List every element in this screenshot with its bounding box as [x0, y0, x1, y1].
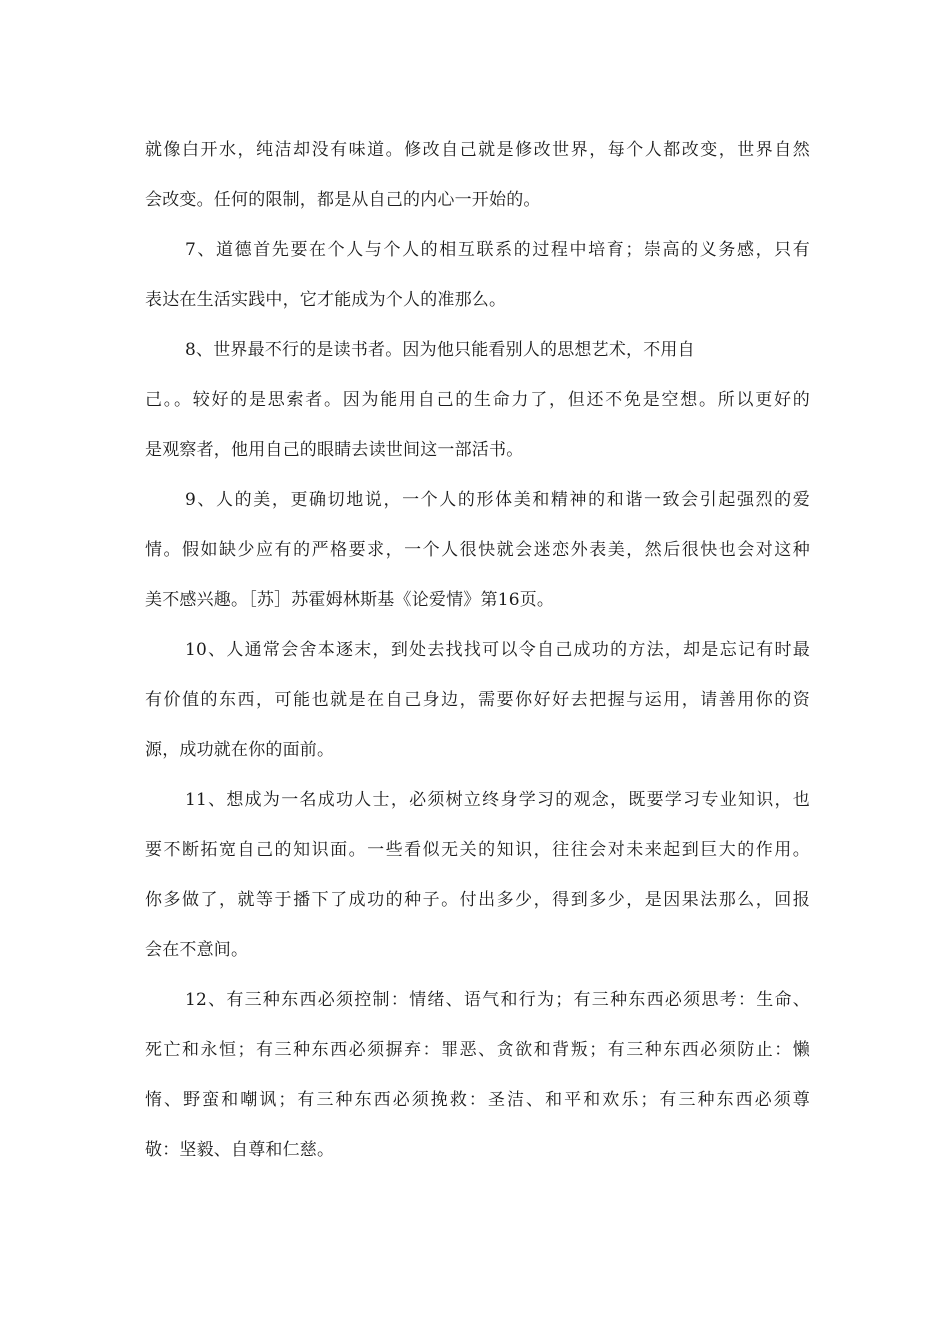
text-line: 你多做了，就等于播下了成功的种子。付出多少，得到多少，是因果法那么，回报	[145, 890, 810, 910]
text-line: 有价值的东西，可能也就是在自己身边，需要你好好去把握与运用，请善用你的资	[145, 690, 810, 710]
text-line: 美不感兴趣。［苏］苏霍姆林斯基《论爱情》第16页。	[145, 590, 555, 610]
text-line: 是观察者，他用自己的眼睛去读世间这一部活书。	[145, 440, 524, 460]
text-line: 敬：坚毅、自尊和仁慈。	[145, 1140, 335, 1160]
text-line: 源，成功就在你的面前。	[145, 740, 335, 760]
text-line: 会在不意间。	[145, 940, 249, 960]
text-line: 惰、野蛮和嘲讽；有三种东西必须挽救：圣洁、和平和欢乐；有三种东西必须尊	[145, 1090, 810, 1110]
text-line: 表达在生活实践中，它才能成为个人的准那么。	[145, 290, 507, 310]
text-line: 死亡和永恒；有三种东西必须摒弃：罪恶、贪欲和背叛；有三种东西必须防止：懒	[145, 1040, 810, 1060]
text-line: 己。。较好的是思索者。因为能用自己的生命力了，但还不免是空想。所以更好的	[145, 390, 810, 410]
text-line: 要不断拓宽自己的知识面。一些看似无关的知识，往往会对未来起到巨大的作用。	[145, 840, 810, 860]
text-line: 情。假如缺少应有的严格要求，一个人很快就会迷恋外表美，然后很快也会对这种	[145, 540, 810, 560]
paragraph-7-start: 7、道德首先要在个人与个人的相互联系的过程中培育；崇高的义务感，只有	[185, 240, 810, 260]
paragraph-12-start: 12、有三种东西必须控制：情绪、语气和行为；有三种东西必须思考：生命、	[185, 990, 810, 1010]
paragraph-10-start: 10、人通常会舍本逐末，到处去找找可以令自己成功的方法，却是忘记有时最	[185, 640, 810, 660]
paragraph-8-start: 8、世界最不行的是读书者。因为他只能看别人的思想艺术，不用自	[185, 340, 695, 360]
text-line: 就像白开水，纯洁却没有味道。修改自己就是修改世界，每个人都改变，世界自然	[145, 140, 810, 160]
text-line: 会改变。任何的限制，都是从自己的内心一开始的。	[145, 190, 541, 210]
paragraph-9-start: 9、人的美，更确切地说，一个人的形体美和精神的和谐一致会引起强烈的爱	[185, 490, 810, 510]
paragraph-11-start: 11、想成为一名成功人士，必须树立终身学习的观念，既要学习专业知识，也	[185, 790, 810, 810]
